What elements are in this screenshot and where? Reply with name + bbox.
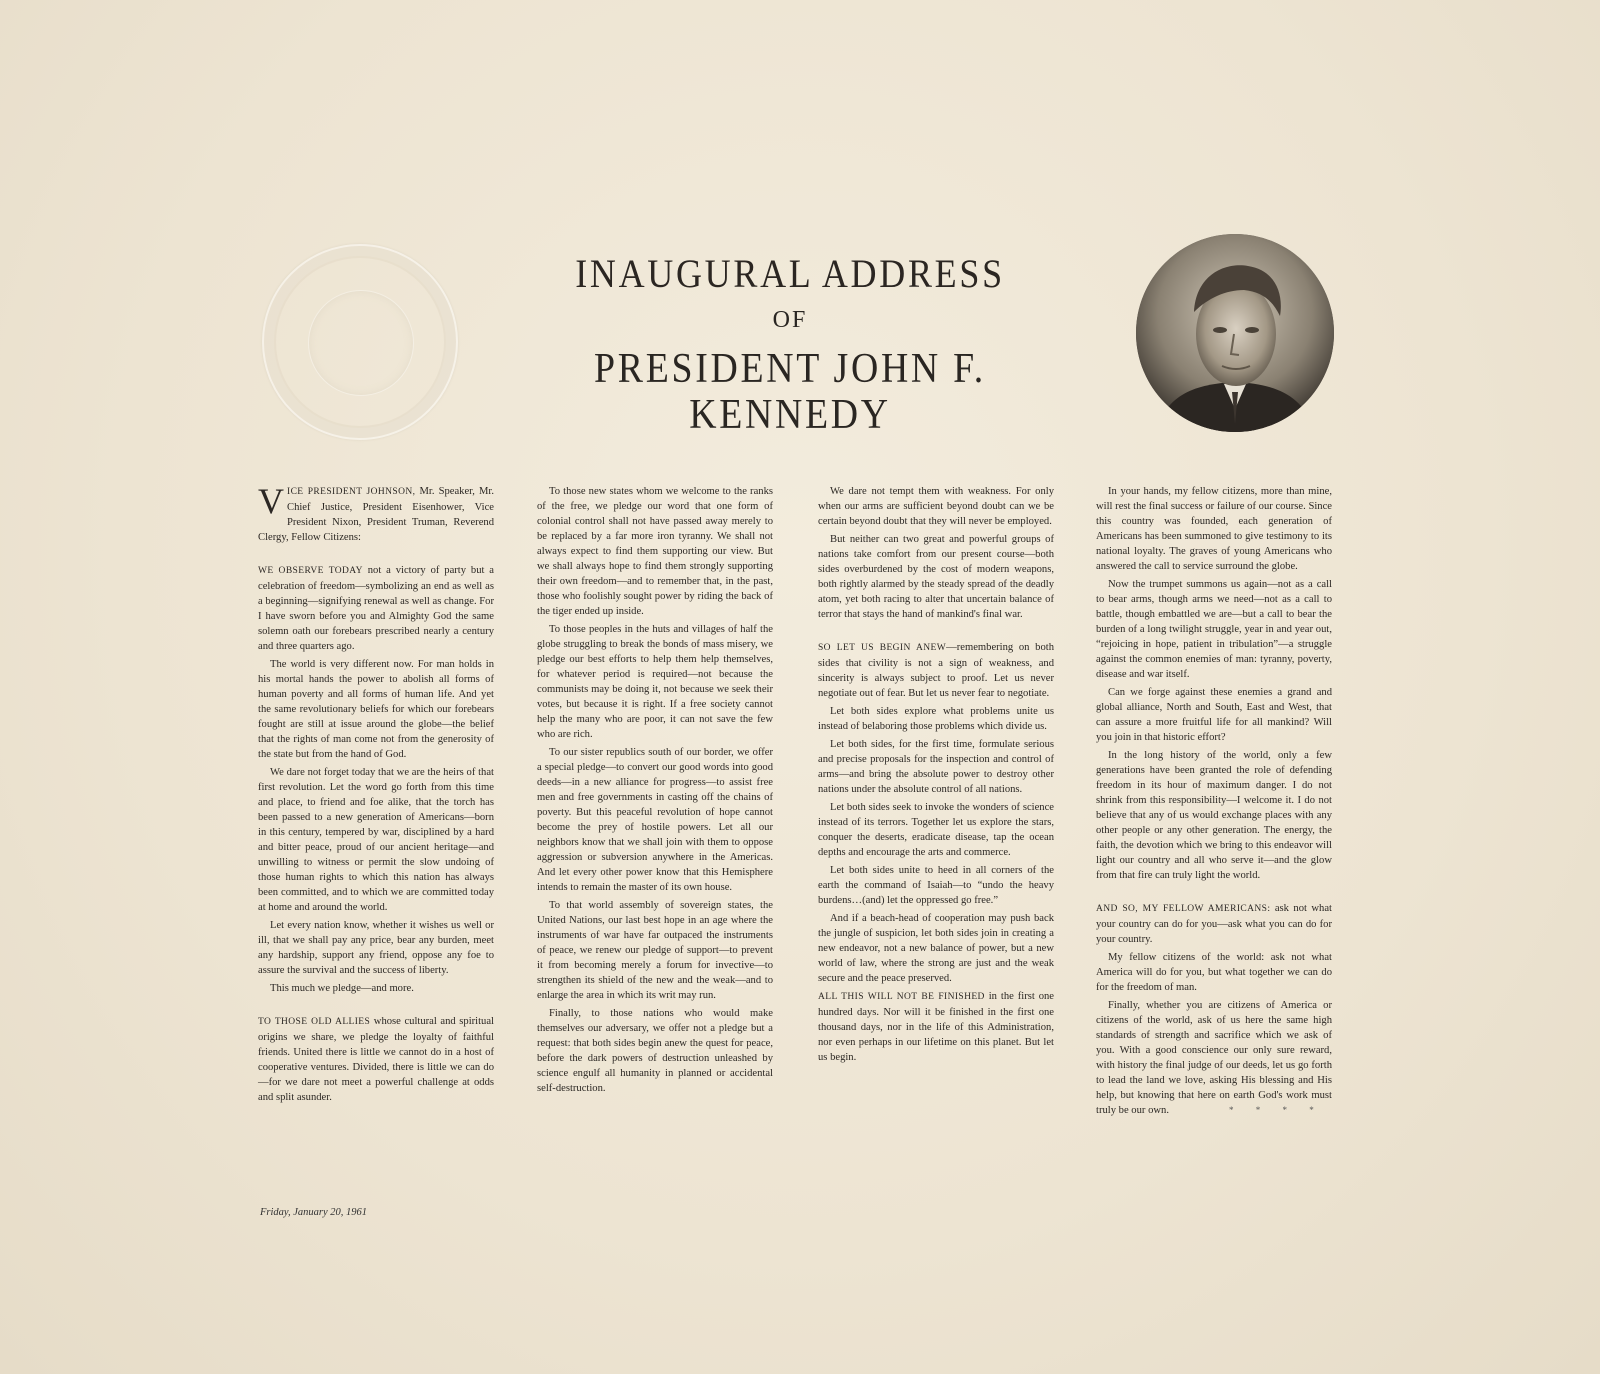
- speech-paragraph: [258, 1014, 494, 1105]
- speech-column-2: [537, 484, 773, 1099]
- speech-paragraph: [1096, 950, 1332, 995]
- speech-paragraph: [1096, 577, 1332, 682]
- speech-paragraph: [818, 737, 1054, 797]
- speech-paragraph: [1096, 484, 1332, 574]
- title-inaugural-address: INAUGURAL ADDRESS: [575, 251, 1005, 296]
- speech-column-4: [1096, 484, 1332, 1121]
- paragraph-text: Mr. Speaker, Mr. Chief Justice, President Eisenhower, Vice President Nixon, President Truman, Reverend Clergy, Fellow Citizens:: [258, 486, 495, 543]
- speech-paragraph: [1096, 748, 1332, 883]
- paragraph-text: in the first one hundred days. Nor will it be finished in the first one thousand days, nor in the life of this Administration, nor even perhaps in our lifetime on this planet. But let us begin.: [818, 991, 1054, 1063]
- speech-paragraph: [537, 1006, 773, 1096]
- paragraph-text: We dare not forget today that we are the heirs of that first revolution. Let the word go forth from this time and place, to friend and foe alike, that the torch has been passed to a new generation of Americans—born in this century, tempered by war, disciplined by a hard and bitter peace, proud of our ancient heritage—and unwilling to witness or permit the slow undoing of those human rights to which this nation has always been committed, and to which we are committed today at home and around the world.: [258, 767, 494, 913]
- speech-paragraph: [258, 657, 494, 762]
- paragraph-text: My fellow citizens of the world: ask not what America will do for you, but what together we can do for the freedom of man.: [1096, 952, 1332, 993]
- speech-paragraph: [818, 640, 1054, 701]
- speech-paragraph: [537, 745, 773, 895]
- paragraph-text: ask not what your country can do for you—ask what you can do for your country.: [1096, 903, 1332, 945]
- paragraph-text: But neither can two great and powerful groups of nations take comfort from our present course—both sides overburdened by the cost of modern weapons, both rightly alarmed by the steady spread of the deadly atom, yet both racing to alter that uncertain balance of terror that stays the hand of mankind's final war.: [818, 534, 1054, 620]
- lead-in-small-caps: WE OBSERVE TODAY: [258, 566, 363, 576]
- paragraph-text: In the long history of the world, only a few generations have been granted the role of defending freedom in its hour of maximum danger. I do not shrink from this responsibility—I welcome it. I do not believe that any of us would exchange places with any other people or any other generation. The energy, the faith, the devotion which we bring to this endeavor will light our country and all who serve it—and the glow from that fire can truly light the world.: [1096, 750, 1332, 881]
- address-date: Friday, January 20, 1961: [260, 1207, 368, 1218]
- speech-paragraph: [818, 800, 1054, 860]
- paragraph-text: To that world assembly of sovereign states, the United Nations, our last best hope in an age where the instruments of war have far outpaced the instruments of peace, we renew our pledge of support—to prevent it from becoming merely a forum for invective—to strengthen its shield of the new and the weak—and to enlarge the area in which its writ may run.: [537, 900, 773, 1001]
- title-block: [460, 252, 1120, 438]
- speech-paragraph: [537, 484, 773, 619]
- paragraph-text: not a victory of party but a celebration of freedom—symbolizing an end as well as a beginning—signifying renewal as well as change. For I have sworn before you and Almighty God the same solemn oath our forebears prescribed nearly a century and three quarters ago.: [258, 565, 494, 652]
- lead-in-small-caps: AND SO, MY FELLOW AMERICANS:: [1096, 904, 1271, 914]
- paragraph-text: Let both sides explore what problems unite us instead of belaboring those problems which divide us.: [818, 706, 1054, 732]
- paragraph-text: Let both sides, for the first time, formulate serious and precise proposals for the inspection and control of arms—and bring the absolute power to destroy other nations under the absolute control of all nations.: [818, 739, 1054, 795]
- speech-paragraph: [818, 532, 1054, 622]
- speech-paragraph: [818, 863, 1054, 908]
- paragraph-text: —remembering on both sides that civility is not a sign of weakness, and sincerity is always subject to proof. Let us never negotiate out of fear. But let us never fear to negotiate.: [818, 642, 1054, 699]
- end-ornament: * * * *: [1228, 1105, 1324, 1115]
- speech-paragraph: [258, 981, 494, 996]
- paragraph-text: Finally, whether you are citizens of America or citizens of the world, ask of us here the same high standards of strength and sacrifice which we ask of you. With a good conscience our only sure reward, with history the final judge of our deeds, let us go forth to lead the land we love, asking His blessing and His help, but knowing that here on earth God's work must truly be our own.: [1096, 1000, 1332, 1116]
- paragraph-text: whose cultural and spiritual origins we share, we pledge the loyalty of faithful friends. United there is little we cannot do in a host of cooperative ventures. Divided, there is little we can do—for we dare not meet a powerful challenge at odds and split asunder.: [258, 1016, 494, 1103]
- lead-in-small-caps: ALL THIS WILL NOT BE FINISHED: [818, 992, 985, 1002]
- speech-paragraph: [258, 765, 494, 915]
- speech-column-1: [258, 481, 495, 1108]
- lead-in-small-caps: TO THOSE OLD ALLIES: [258, 1017, 371, 1027]
- paragraph-text: Now the trumpet summons us again—not as a call to bear arms, though arms we need—not as a call to battle, though embattled we are—but a call to bear the burden of a long twilight struggle, year in and year out, “rejoicing in hope, patient in tribulation”—a struggle against the common enemies of man: tyranny, poverty, disease and war itself.: [1096, 579, 1332, 680]
- speech-paragraph: [818, 989, 1054, 1065]
- speech-paragraph: [537, 622, 773, 742]
- speech-paragraph: [818, 484, 1054, 529]
- paragraph-text: Can we forge against these enemies a grand and global alliance, North and South, East and West, that can assure a more fruitful life for all mankind? Will you join in that historic effort?: [1096, 687, 1332, 743]
- speech-column-3: [818, 484, 1054, 1068]
- paragraph-text: Let both sides unite to heed in all corners of the earth the command of Isaiah—to “undo the heavy burdens…(and) let the oppressed go free.”: [818, 865, 1054, 906]
- speech-paragraph: [1096, 685, 1332, 745]
- paragraph-text: To those new states whom we welcome to the ranks of the free, we pledge our word that one form of colonial control shall not have passed away merely to be replaced by a far more iron tyranny. We shall not always expect to find them supporting our view. But we shall always hope to find them strongly supporting their own freedom—and to remember that, in the past, those who foolishly sought power by riding the back of the tiger ended up inside.: [537, 486, 773, 617]
- paragraph-text: To our sister republics south of our border, we offer a special pledge—to convert our good words into good deeds—in a new alliance for progress—to assist free men and free governments in casting off the chains of poverty. But this peaceful revolution of hope cannot become the prey of hostile powers. Let all our neighbors know that we shall join with them to oppose aggression or subversion anywhere in the Americas. And let every other power know that this Hemisphere intends to remain the master of its own house.: [537, 747, 773, 893]
- speech-paragraph: [818, 704, 1054, 734]
- speech-paragraph: [1096, 901, 1332, 947]
- lead-in-small-caps: SO LET US BEGIN ANEW: [818, 643, 947, 653]
- portrait-image: [1136, 234, 1334, 432]
- paragraph-text: Let both sides seek to invoke the wonders of science instead of its terrors. Together let us explore the stars, conquer the deserts, eradicate disease, tap the ocean depths and encourage the arts and commerce.: [818, 802, 1054, 858]
- lead-in-small-caps: ICE PRESIDENT JOHNSON,: [287, 487, 416, 497]
- speech-paragraph: [537, 898, 773, 1003]
- paragraph-text: In your hands, my fellow citizens, more than mine, will rest the final success or failure of our course. Since this country was founded, each generation of Americans has been summoned to give testimony to its national loyalty. The graves of young Americans who answered the call to service surround the globe.: [1096, 486, 1332, 572]
- paragraph-text: The world is very different now. For man holds in his mortal hands the power to abolish all forms of human poverty and all forms of human life. And yet the same revolutionary beliefs for which our forebears fought are still at issue around the globe—the belief that the rights of man come not from the generosity of the state but from the hand of God.: [258, 659, 494, 760]
- speech-paragraph: [1096, 998, 1332, 1118]
- paragraph-text: Finally, to those nations who would make themselves our adversary, we offer not a pledge but a request: that both sides begin anew the quest for peace, before the dark powers of destruction unleashed by science engulf all humanity in planned or accidental self-destruction.: [537, 1008, 773, 1094]
- kennedy-portrait: [1136, 234, 1334, 432]
- speech-paragraph: [818, 911, 1054, 986]
- title-president-name: PRESIDENT JOHN F. KENNEDY: [594, 346, 986, 438]
- drop-cap: V: [258, 481, 284, 521]
- speech-paragraph: [258, 481, 495, 545]
- title-of: OF: [772, 307, 808, 333]
- seal-eagle-emblem: [308, 290, 414, 396]
- paragraph-text: And if a beach-head of cooperation may push back the jungle of suspicion, let both sides join in creating a new endeavor, not a new balance of power, but a new world of law, where the strong are just and the weak secure and the peace preserved.: [818, 913, 1054, 984]
- paragraph-text: Let every nation know, whether it wishes us well or ill, that we shall pay any price, bear any burden, meet any hardship, support any friend, oppose any foe to assure the survival and the success of liberty.: [258, 920, 494, 976]
- presidential-seal-emboss: [262, 244, 458, 440]
- paragraph-text: We dare not tempt them with weakness. For only when our arms are sufficient beyond doubt can we be certain beyond doubt that they will never be employed.: [818, 486, 1054, 527]
- paragraph-text: To those peoples in the huts and villages of half the globe struggling to break the bonds of mass misery, we pledge our best efforts to help them help themselves, for whatever period is required—not because the communists may be doing it, not because we seek their votes, but because it is right. If a free society cannot help the many who are poor, it can not save the few who are rich.: [537, 624, 773, 740]
- speech-paragraph: [258, 918, 494, 978]
- paragraph-text: This much we pledge—and more.: [270, 983, 414, 994]
- speech-paragraph: [258, 563, 494, 654]
